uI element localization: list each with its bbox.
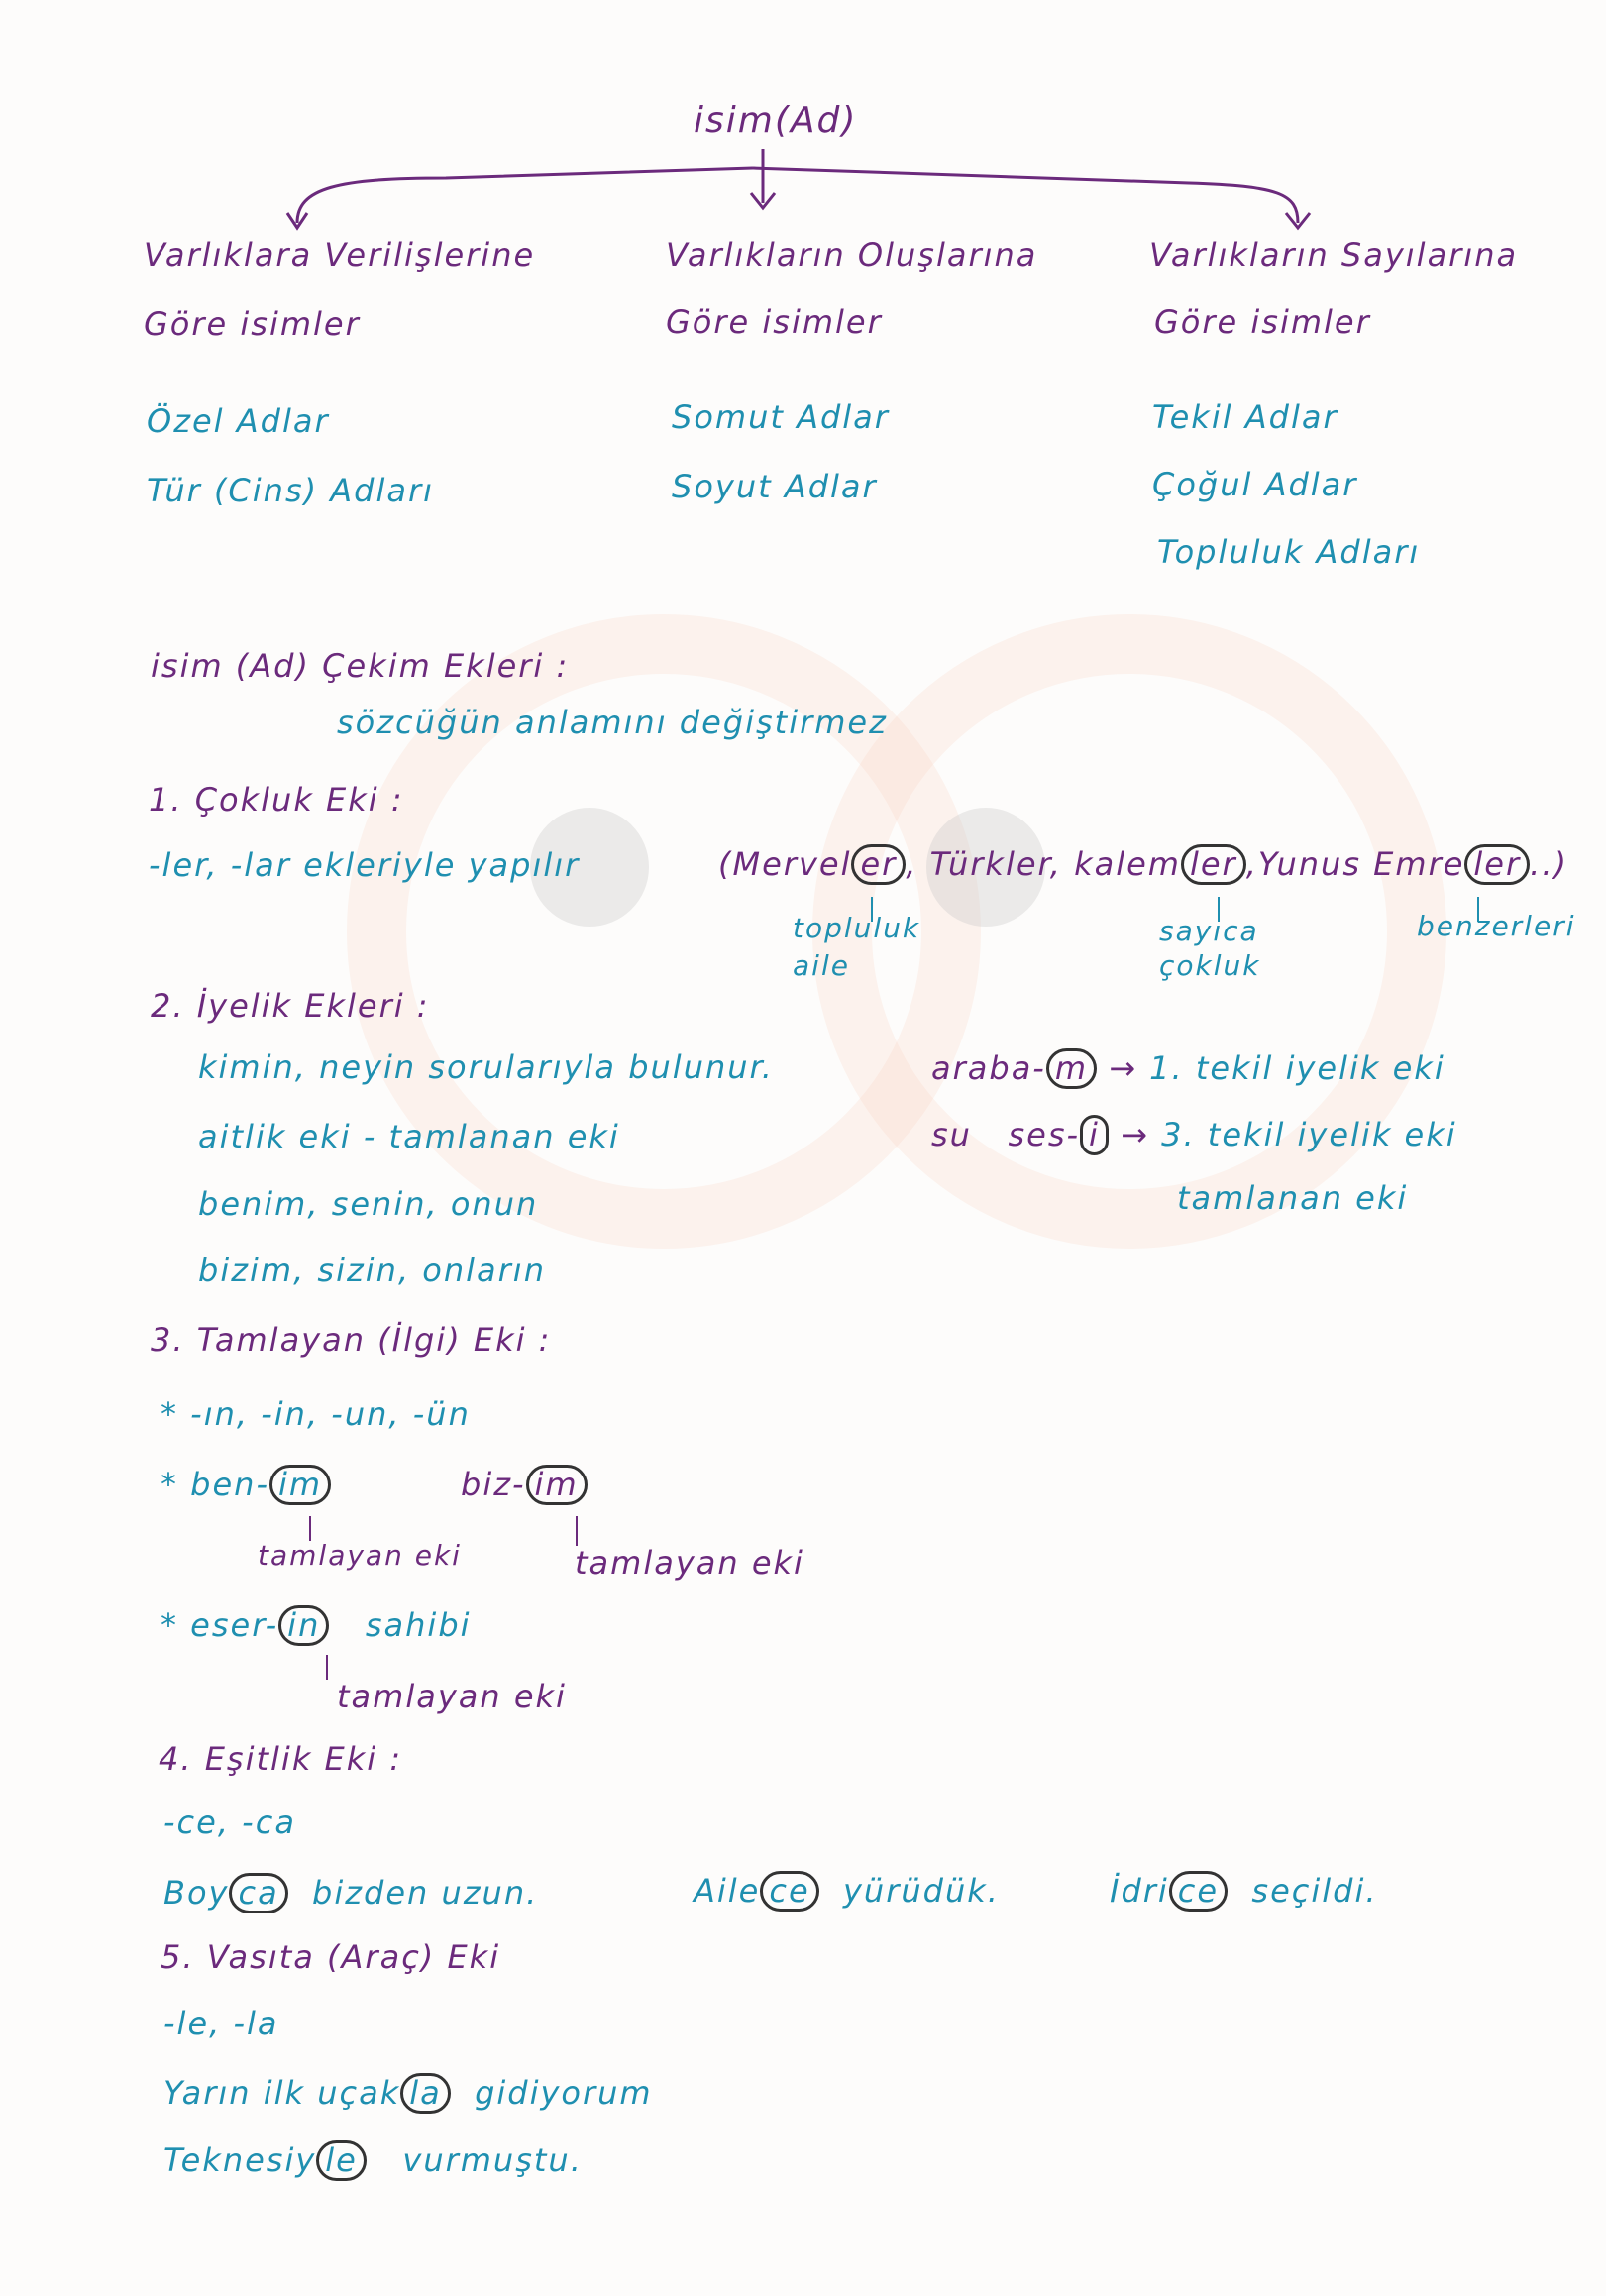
- s2-ex2-suffix: i: [1080, 1115, 1109, 1155]
- s5-ex1-suffix: la: [400, 2073, 451, 2114]
- s1-close: ..): [1530, 845, 1568, 883]
- s1-heading: 1. Çokluk Eki :: [149, 781, 404, 819]
- s2-ex2: su ses- i → 3. tekil iyelik eki: [931, 1115, 1457, 1155]
- s1-examples: (Mervel er , Türkler, kalem ler ,Yunus Emre ler ..): [718, 844, 1568, 885]
- s2-line: kimin, neyin sorularıyla bulunur.: [198, 1048, 774, 1086]
- s1-ex4-suffix: ler: [1464, 844, 1530, 885]
- s3-line1: * -ın, -in, -un, -ün: [161, 1395, 471, 1433]
- s4-heading: 4. Eşitlik Eki :: [159, 1740, 403, 1778]
- s2-ex1-suffix: m: [1046, 1048, 1097, 1089]
- s3-ex1: [161, 1465, 331, 1505]
- section-title: isim (Ad) Çekim Ekleri :: [151, 647, 570, 685]
- branch-3-item: Çoğul Adlar: [1152, 466, 1358, 503]
- s4-ex3-suffix: ce: [1169, 1871, 1228, 1912]
- s5-ex2-rest: vurmuştu.: [402, 2141, 583, 2179]
- s4-ex2-rest: yürüdük.: [842, 1872, 1000, 1910]
- page-title: isim(Ad): [694, 100, 858, 141]
- s3-ex3: [161, 1605, 472, 1646]
- s4-rule: -ce, -ca: [163, 1804, 296, 1841]
- s3-ex2-suffix: im: [526, 1465, 588, 1505]
- branch-3-heading: Varlıkların Sayılarına: [1149, 236, 1519, 273]
- branch-3-subheading: Göre isimler: [1154, 303, 1371, 341]
- branch-2-heading: Varlıkların Oluşlarına: [666, 236, 1038, 273]
- s1-ex3-stem: kalem: [1074, 845, 1181, 883]
- branch-1-heading: Varlıklara Verilişlerine: [144, 236, 536, 273]
- s1-note1b: aile: [793, 949, 850, 982]
- s2-line: benim, senin, onun: [198, 1185, 539, 1223]
- s4-ex2-stem: Aile: [694, 1872, 761, 1910]
- s3-ex1-stem: * ben-: [161, 1466, 269, 1503]
- s2-ex2-label: 3. tekil iyelik eki: [1161, 1116, 1457, 1153]
- s1-note3: benzerleri: [1417, 910, 1576, 942]
- s4-ex3-stem: İdri: [1110, 1872, 1169, 1910]
- s1-note2a: sayıca: [1159, 915, 1259, 947]
- branch-3-item: Tekil Adlar: [1152, 398, 1338, 436]
- s5-ex2: [163, 2140, 583, 2181]
- branch-3-item: Topluluk Adları: [1157, 533, 1421, 571]
- s2-ex2-word: su: [931, 1116, 972, 1153]
- s1-ex3-suffix: ler: [1181, 844, 1246, 885]
- s1-rule: -ler, -lar ekleriyle yapılır: [149, 846, 581, 884]
- s1-ex2: Türkler: [929, 845, 1050, 883]
- s2-ex1: araba- m → 1. tekil iyelik eki: [931, 1048, 1445, 1089]
- s4-ex1-stem: Boy: [163, 1874, 230, 1912]
- s4-ex3: [1110, 1871, 1378, 1912]
- s4-ex2-suffix: ce: [760, 1871, 818, 1912]
- s1-ex1-suffix: er: [851, 844, 906, 885]
- s3-ex2-stem: biz-: [461, 1466, 526, 1503]
- s5-rule: -le, -la: [163, 2005, 279, 2042]
- s2-ex1-stem: araba-: [931, 1049, 1046, 1087]
- s3-ex1-suffix: im: [269, 1465, 331, 1505]
- s4-ex2: [694, 1871, 1000, 1912]
- s3-ex2: [461, 1465, 588, 1505]
- s5-heading: 5. Vasıta (Araç) Eki: [161, 1938, 501, 1976]
- branch-1-subheading: Göre isimler: [144, 305, 361, 343]
- s2-heading: 2. İyelik Ekleri :: [151, 987, 430, 1025]
- s3-label1: tamlayan eki: [258, 1539, 462, 1572]
- branch-2-subheading: Göre isimler: [666, 303, 883, 341]
- branch-2-item: Soyut Adlar: [672, 468, 878, 505]
- s5-ex1: [163, 2073, 653, 2114]
- s1-note1a: topluluk: [793, 912, 921, 944]
- section-note: sözcüğün anlamını değiştirmez: [337, 704, 888, 741]
- s3-label2: tamlayan eki: [575, 1544, 804, 1582]
- s2-line: bizim, sizin, onların: [198, 1252, 546, 1289]
- s2-line: aitlik eki - tamlanan eki: [198, 1118, 620, 1155]
- branch-1-item: Özel Adlar: [147, 402, 330, 440]
- s2-ex2-stem: ses-: [1008, 1116, 1081, 1153]
- s3-ex3-suffix: in: [278, 1605, 329, 1646]
- branch-1-item: Tür (Cins) Adları: [147, 472, 435, 509]
- s4-ex1: [163, 1873, 538, 1913]
- s5-ex1-pre: Yarın ilk uçak: [163, 2074, 401, 2112]
- s5-ex2-suffix: le: [316, 2140, 367, 2181]
- s4-ex1-suffix: ca: [229, 1873, 287, 1913]
- s1-ex4-stem: Yunus Emre: [1257, 845, 1465, 883]
- s3-heading: 3. Tamlayan (İlgi) Eki :: [151, 1321, 552, 1359]
- s2-ex2-label2: tamlanan eki: [1177, 1179, 1409, 1217]
- s1-open: (: [718, 845, 733, 883]
- s5-ex2-pre: Teknesiy: [163, 2141, 317, 2179]
- branch-2-item: Somut Adlar: [672, 398, 890, 436]
- s4-ex1-rest: bizden uzun.: [312, 1874, 539, 1912]
- s4-ex3-rest: seçildi.: [1251, 1872, 1378, 1910]
- s3-ex3-stem: * eser-: [161, 1606, 279, 1644]
- s3-ex3-rest: sahibi: [365, 1606, 472, 1644]
- s3-label3: tamlayan eki: [337, 1678, 567, 1715]
- s5-ex1-rest: gidiyorum: [475, 2074, 653, 2112]
- s2-ex1-label: 1. tekil iyelik eki: [1149, 1049, 1445, 1087]
- s1-ex1-stem: Mervel: [732, 845, 852, 883]
- s1-note2b: çokluk: [1159, 949, 1261, 982]
